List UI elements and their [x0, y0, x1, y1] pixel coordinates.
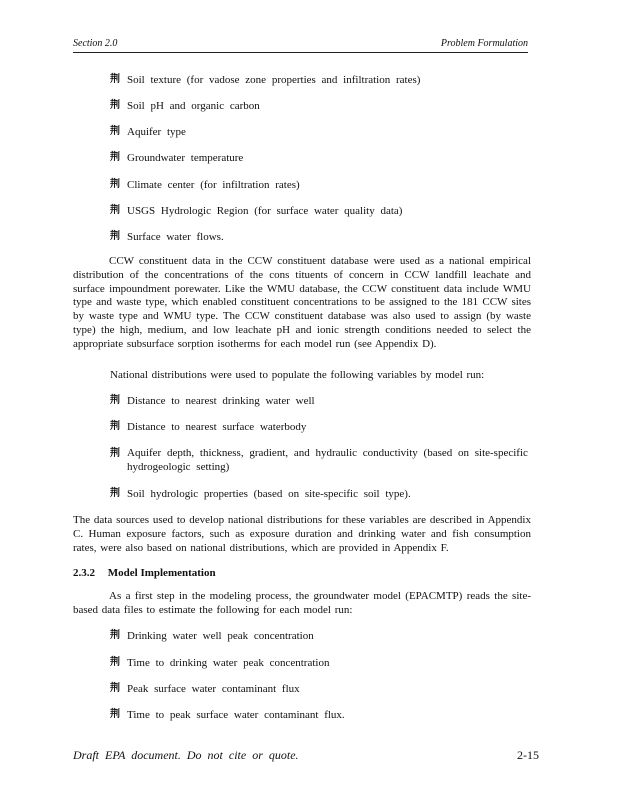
paragraph-model-implementation: As a first step in the modeling process, the groundwater model (EPACMTP) reads the site-based data files to estimate the following for each model run: — [73, 590, 531, 616]
bullet-icon: 荆 — [110, 152, 120, 163]
header-section: Section 2.0 — [73, 38, 118, 49]
bullet-icon: 荆 — [110, 683, 120, 694]
paragraph-national-distributions: National distributions were used to populate the following variables by model run: — [110, 369, 485, 381]
bullet-icon: 荆 — [110, 395, 120, 406]
paragraph-data-sources: The data sources used to develop national distributions for these variables are described in Appendix C. Human exposure factors, such as exposure duration and drinking water and fish consumption rates, were also based on national distributions, which are provided in Appendix F. — [73, 514, 531, 554]
bullet-icon: 荆 — [110, 421, 120, 432]
bullet-icon: 荆 — [110, 205, 120, 216]
section-number: 2.3.2 — [73, 567, 95, 579]
footer-disclaimer: Draft EPA document. Do not cite or quote. — [73, 748, 299, 762]
bullet-icon: 荆 — [110, 231, 120, 242]
bullet-icon: 荆 — [110, 126, 120, 137]
bullet-icon: 荆 — [110, 179, 120, 190]
document-page: Section 2.0 Problem Formulation 荆 Soil texture (for vadose zone properties and infiltration rates) 荆 Soil pH and organic carbon 荆 Aquifer type 荆 Groundwater temperature 荆 Climate center (for infiltration rates) 荆 USGS Hydrologic Region (for surface water quality data) 荆 Surface water flows. CCW constituent data in the CCW constituent database were used as a national empirical distribution of the concentrations of the cons tituents of concern in CCW landfill leachate and surface impoundment porewater. Like the WMU database, the CCW constituent data include WMU type and waste type, which enabled constituent concentrations to be assigned to the 181 CCW sites by waste type and WMU type. The CCW constituent database was also used to assign (by waste type) the high, medium, and low leachate pH and ionic strength conditions needed to select the appropriate subsurface sorption isotherms for each model run (see Appendix D). National distributions were used to populate the following variables by model run: 荆 Distance to nearest drinking water well 荆 Distance to nearest surface waterbody 荆 Aquifer depth, thickness, gradient, and hydraulic conductivity (based on site-specific hydrogeologic setting) 荆 Soil hydrologic properties (based on site-specific soil type). The data sources used to develop national distributions for these variables are described in Appendix C. Human exposure factors, such as exposure duration and drinking water and fish consumption rates, were also based on national distributions, which are provided in Appendix F. 2.3.2 Model Implementation As a first step in the modeling process, the groundwater model (EPACMTP) reads the site-based data files to estimate the following for each model run: 荆 Drinking water well peak concentration 荆 Time to drinking water peak concentration 荆 Peak surface water contaminant flux 荆 Time to peak surface water contaminant flux. Draft EPA document. Do not cite or quote. 2-15 — [73, 38, 539, 762]
page-number: 2-15 — [517, 748, 539, 762]
bullet-icon: 荆 — [110, 630, 120, 641]
paragraph-ccw-constituent: CCW constituent data in the CCW constituent database were used as a national empirical distribution of the concentrations of the cons tituents of concern in CCW landfill leachate and surface impoundment porewater. Like the WMU database, the CCW constituent data include WMU type and waste type, which enabled constituent concentrations to be assigned to the 181 CCW sites by waste type and WMU type. The CCW constituent database was also used to assign (by waste type) the high, medium, and low leachate pH and ionic strength conditions needed to select the appropriate subsurface sorption isotherms for each model run (see Appendix D). — [73, 255, 531, 350]
bullet-icon: 荆 — [110, 74, 120, 85]
section-title: Model Implementation — [107, 567, 216, 579]
bullet-icon: 荆 — [110, 657, 120, 668]
bullet-icon: 荆 — [110, 709, 120, 720]
page-header — [73, 38, 528, 53]
bullet-icon: 荆 — [110, 448, 120, 459]
header-topic: Problem Formulation — [440, 38, 528, 49]
bullet-icon: 荆 — [110, 100, 120, 111]
section-heading — [73, 567, 216, 579]
bullet-icon: 荆 — [110, 488, 120, 499]
